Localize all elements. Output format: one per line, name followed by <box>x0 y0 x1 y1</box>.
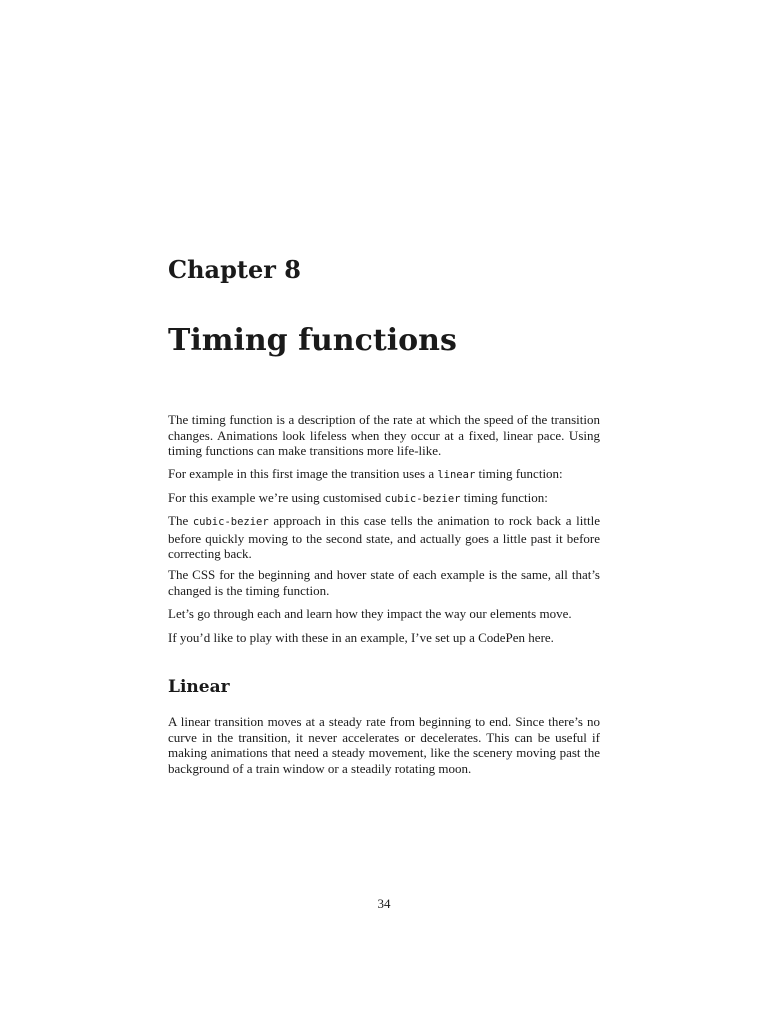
paragraph-text: For example in this first image the transition uses a <box>168 466 438 481</box>
codepen-paragraph: If you’d like to play with these in an example, I’ve set up a CodePen here. <box>168 630 554 645</box>
paragraph-text: timing function: <box>460 490 548 505</box>
paragraph-text: The <box>168 513 193 528</box>
chapter-title: Timing functions <box>168 323 457 358</box>
go-through-paragraph: Let’s go through each and learn how they impact the way our elements move. <box>168 606 572 621</box>
inline-code-cubic-bezier: cubic-bezier <box>192 516 269 528</box>
linear-section-paragraph: A linear transition moves at a steady rate from beginning to end. Since there’s no curve in the transition, it never accelerates or decelerates. This can be useful if making animations that need a steady movement, like the scenery moving past the background of a train window or a steadily rotating moon. <box>168 714 600 776</box>
linear-example-paragraph <box>168 466 600 484</box>
inline-code-linear: linear <box>437 469 476 481</box>
chapter-label: Chapter 8 <box>168 255 301 284</box>
page-number: 34 <box>377 896 391 911</box>
paragraph-text: timing function: <box>475 466 563 481</box>
inline-code-cubic-bezier: cubic-bezier <box>384 493 461 505</box>
cubic-bezier-explanation-paragraph <box>168 513 600 562</box>
css-states-paragraph: The CSS for the beginning and hover state of each example is the same, all that’s changed is the timing function. <box>168 567 600 598</box>
cubic-bezier-example-paragraph <box>168 490 600 508</box>
paragraph-text: For this example we’re using customised <box>168 490 385 505</box>
section-heading-linear: Linear <box>168 677 230 697</box>
document-page <box>168 0 600 1024</box>
paragraph-text: approach in this case tells the animation to rock back a little before quickly moving to the second state, and actually goes a little past it before correcting back. <box>168 513 600 562</box>
intro-paragraph: The timing function is a description of the rate at which the speed of the transition changes. Animations look lifeless when they occur at a fixed, linear pace. Using timing functions can make transitions more life-like. <box>168 412 600 459</box>
